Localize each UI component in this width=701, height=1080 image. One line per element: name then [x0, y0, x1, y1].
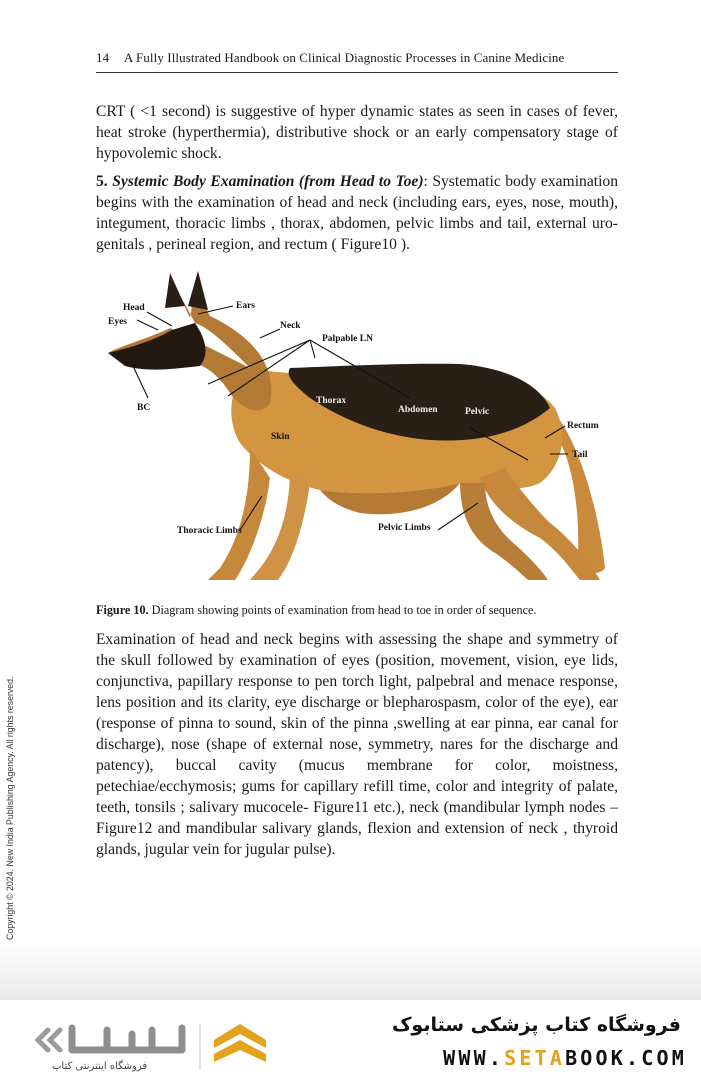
- figure-caption: [96, 603, 618, 618]
- url-part-2: BOOK.COM: [565, 1046, 687, 1070]
- caption-text: Diagram showing points of examination from head to toe in order of sequence.: [148, 603, 537, 617]
- store-name: فروشگاه کتاب پزشکی ستابوک: [391, 1014, 681, 1036]
- label-rectum: Rectum: [567, 421, 599, 431]
- copyright-notice: Copyright © 2024. New India Publishing Agency. All rights reserved.: [5, 676, 15, 940]
- store-url[interactable]: [443, 1046, 687, 1070]
- label-pelvic-limbs: Pelvic Limbs: [378, 523, 431, 533]
- label-pelvic: Pelvic: [465, 407, 490, 417]
- running-title: A Fully Illustrated Handbook on Clinical Diagnostic Processes in Canine Medicine: [123, 50, 565, 65]
- label-tail: Tail: [572, 450, 588, 460]
- section-colon: :: [423, 173, 428, 190]
- label-thoracic-limbs: Thoracic Limbs: [177, 526, 242, 536]
- caption-label: Figure 10.: [96, 603, 149, 617]
- paragraph-head-neck: Examination of head and neck begins with assessing the shape and symmetry of the skull followed by examination of eyes (position, movement, vision, eye lids, conjunctiva, papillary response to pen torch light, palpebral and menace response, lens position and its clarity, eye discharge or blepharospasm, color of the eye), ear (response of pinna to sound, skin of the pinna ,swelling at ear pinna, ear canal for discharge), nose (shape of external nose, symmetry, nares for the discharge and patency), buccal cavity (mucus membrane for color, moistness, petechiae/ecchymosis; gums for capillary refill time, color and integrity of palate, teeth, tonsils ; salivary mucocele- Figure11 etc.), neck (mandibular lymph nodes –Figure12 and mandibular salivary glands, flexion and extension of neck , thyroid glands, jugular vein for jugular pulse).: [96, 631, 618, 858]
- paragraph-section-5: [96, 171, 618, 255]
- label-ears: Ears: [236, 301, 255, 311]
- header-rule: [96, 72, 618, 73]
- label-head: Head: [123, 303, 145, 313]
- section-heading: Systemic Body Examination (from Head to Toe): [112, 173, 424, 190]
- url-part-1: WWW.: [443, 1046, 505, 1070]
- label-eyes: Eyes: [108, 317, 127, 327]
- running-header: [96, 50, 618, 66]
- logo-subtitle: فروشگاه اینترنتی کتاب: [52, 1061, 148, 1072]
- label-abdomen: Abdomen: [398, 405, 438, 415]
- dog-examination-figure: [100, 268, 620, 588]
- section-number: 5.: [96, 173, 108, 190]
- page-number: 14: [96, 50, 110, 65]
- label-palpable-ln: Palpable LN: [322, 334, 373, 344]
- label-neck: Neck: [280, 321, 301, 331]
- paragraph-crt: CRT ( <1 second) is suggestive of hyper dynamic states as seen in cases of fever, heat stroke (hyperthermia), distributive shock or an early compensatory stage of hypovolemic shock.: [96, 103, 618, 162]
- label-thorax: Thorax: [316, 396, 347, 406]
- label-bc: BC: [137, 403, 151, 413]
- url-accent: SETA: [504, 1046, 566, 1070]
- label-skin: Skin: [271, 432, 290, 442]
- section-body: Systematic body examination begins with the examination of head and neck (including ears, eyes, nose, mouth), integument, thoracic limbs , thorax, abdomen, pelvic limbs and tail, external uro-genitals , perineal region, and rectum ( Figure10 ).: [96, 173, 618, 253]
